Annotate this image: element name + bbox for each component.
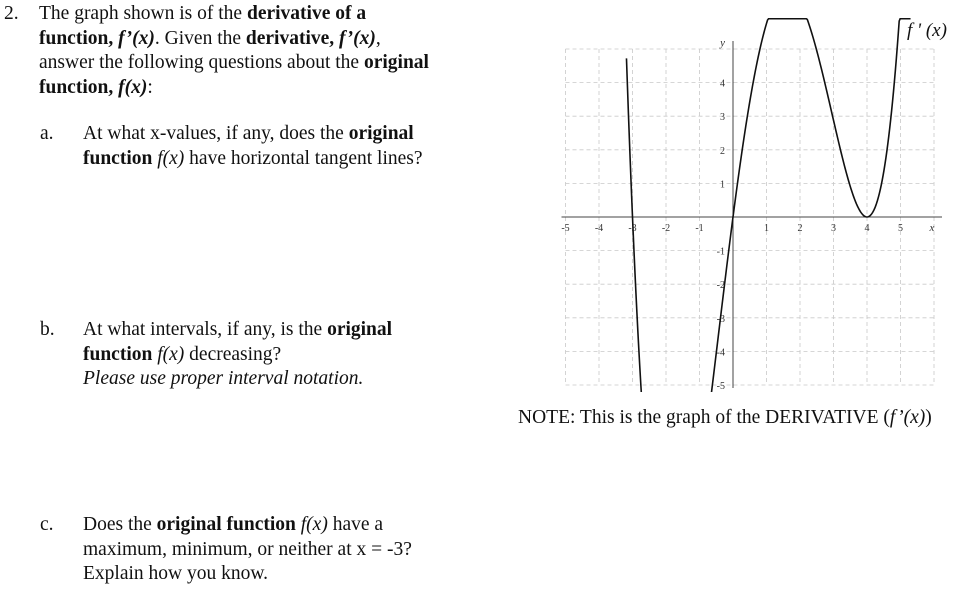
y-tick-label: 3: [720, 112, 725, 124]
y-tick-label: -5: [716, 381, 725, 392]
x-tick-label: 4: [864, 223, 870, 234]
part-c-text: Does the original function f(x) have a maximum, minimum, or neither at x = -3? Explain how you know.: [83, 514, 412, 584]
y-tick-label: -4: [716, 347, 725, 359]
y-tick-label: 2: [720, 145, 725, 157]
x-tick-label: 3: [831, 223, 836, 234]
y-tick-label: -2: [716, 280, 725, 292]
y-tick-label: -3: [716, 313, 725, 325]
part-c-letter: c.: [40, 514, 54, 535]
derivative-chart-svg: [555, 12, 977, 392]
x-tick-label: 2: [797, 223, 803, 234]
question-number: 2.: [4, 3, 19, 24]
x-tick-label: -5: [561, 223, 570, 234]
part-b-text: At what intervals, if any, is the original function f(x) decreasing? Please use proper interval notation.: [83, 319, 393, 389]
part-b-note: Please use proper interval notation.: [83, 368, 364, 389]
x-tick-label: 1: [764, 223, 769, 234]
x-tick-label: 5: [898, 223, 903, 234]
x-tick-label: -4: [594, 223, 604, 234]
question-intro: The graph shown is of the derivative of a function, f’(x). Given the derivative, f’(x), answer the following questions about the original function, f(x):: [39, 3, 429, 98]
x-tick-label: -2: [661, 223, 671, 234]
graph-note: NOTE: This is the graph of the DERIVATIVE (f’(x)): [518, 407, 932, 428]
y-tick-label: -1: [716, 246, 725, 258]
part-a-letter: a.: [40, 123, 54, 144]
y-axis-label: y: [720, 37, 725, 49]
y-tick-label: 1: [720, 179, 725, 191]
derivative-curve: [626, 19, 910, 392]
y-tick-label: 4: [720, 78, 725, 90]
derivative-graph: [555, 12, 977, 392]
part-b-letter: b.: [40, 319, 55, 340]
part-a-text: At what x-values, if any, does the original function f(x) have horizontal tangent lines?: [83, 123, 423, 169]
x-axis-label: x: [929, 222, 935, 234]
x-tick-label: -3: [628, 223, 637, 234]
curve-label: f ' (x): [907, 20, 947, 41]
x-tick-label: -1: [695, 223, 704, 234]
